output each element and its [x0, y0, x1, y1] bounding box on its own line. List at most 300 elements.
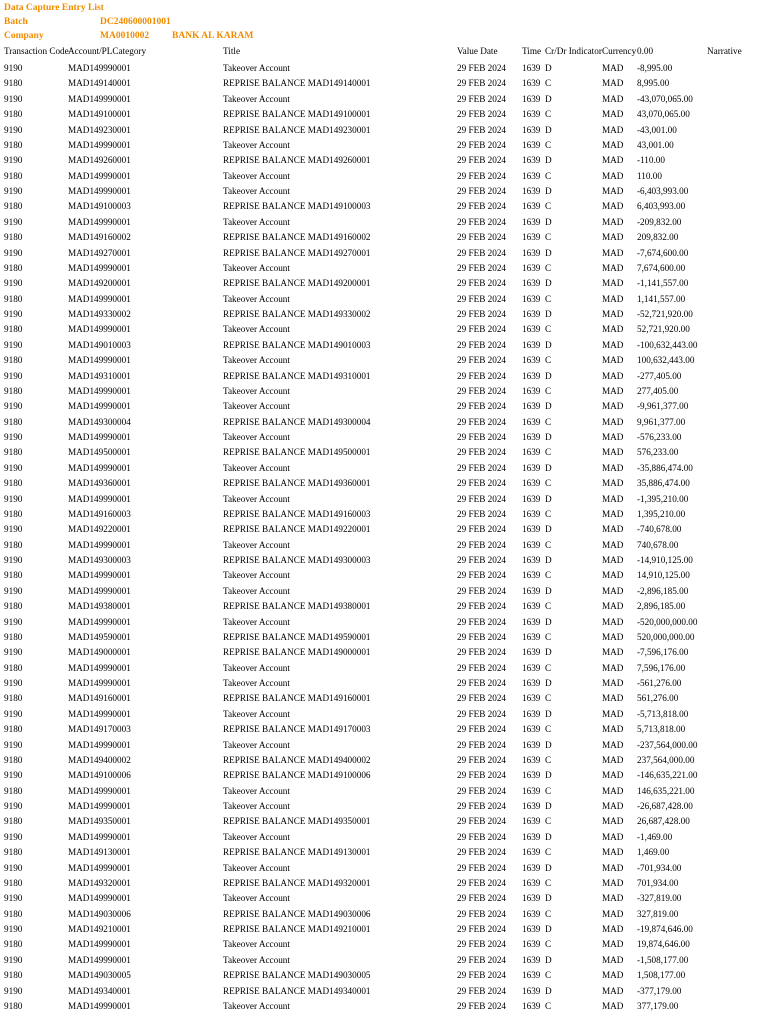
- cell-title: Takeover Account: [223, 662, 290, 673]
- table-row: [0, 615, 768, 630]
- cell-time: 1639: [522, 447, 541, 458]
- cell-value-date: 29 FEB 2024: [457, 1000, 507, 1011]
- cell-title: Takeover Account: [223, 539, 290, 550]
- table-row: [0, 845, 768, 860]
- cell-transaction-code: 9190: [4, 801, 23, 811]
- cell-title: REPRISE BALANCE MAD149140001: [223, 78, 371, 89]
- cell-transaction-code: 9190: [4, 462, 23, 473]
- cell-cr-dr-indicator: D: [545, 124, 552, 135]
- table-row: [0, 399, 768, 414]
- cell-transaction-code: 9180: [4, 754, 23, 765]
- table-row: [0, 246, 768, 261]
- cell-amount: -26,687,428.00: [637, 801, 693, 811]
- cell-account: MAD149100003: [68, 201, 131, 212]
- cell-value-date: 29 FEB 2024: [457, 247, 507, 258]
- cell-amount: -576,233.00: [637, 432, 682, 442]
- cell-currency: MAD: [602, 416, 624, 427]
- table-row: [0, 937, 768, 952]
- cell-currency: MAD: [602, 847, 624, 858]
- cell-time: 1639: [522, 539, 541, 550]
- cell-amount: 1,395,210.00: [637, 508, 686, 519]
- cell-cr-dr-indicator: D: [545, 708, 552, 719]
- cell-value-date: 29 FEB 2024: [457, 647, 507, 658]
- cell-amount: 2,896,185.00: [637, 601, 686, 612]
- cell-account: MAD149990001: [68, 139, 131, 150]
- col-value-date: Value Date: [457, 46, 498, 56]
- cell-value-date: 29 FEB 2024: [457, 816, 507, 827]
- cell-currency: MAD: [602, 355, 624, 366]
- cell-account: MAD149270001: [68, 247, 131, 258]
- cell-account: MAD149990001: [68, 401, 131, 412]
- cell-currency: MAD: [602, 170, 624, 181]
- table-row: [0, 814, 768, 829]
- cell-currency: MAD: [602, 462, 624, 473]
- cell-value-date: 29 FEB 2024: [457, 877, 507, 888]
- cell-transaction-code: 9190: [4, 124, 23, 135]
- cell-value-date: 29 FEB 2024: [457, 478, 507, 489]
- cell-currency: MAD: [602, 278, 624, 289]
- table-row: [0, 430, 768, 445]
- table-row: [0, 876, 768, 891]
- cell-cr-dr-indicator: C: [545, 1000, 552, 1011]
- table-row: [0, 123, 768, 138]
- table-row: [0, 553, 768, 568]
- cell-transaction-code: 9190: [4, 186, 23, 196]
- cell-value-date: 29 FEB 2024: [457, 262, 507, 273]
- cell-transaction-code: 9180: [4, 816, 23, 827]
- cell-time: 1639: [522, 754, 541, 765]
- table-row: [0, 461, 768, 476]
- cell-title: Takeover Account: [223, 1000, 290, 1011]
- cell-currency: MAD: [602, 508, 624, 519]
- cell-account: MAD149990001: [68, 708, 131, 719]
- cell-time: 1639: [522, 232, 541, 243]
- cell-time: 1639: [522, 893, 541, 904]
- cell-account: MAD149030005: [68, 970, 131, 981]
- cell-cr-dr-indicator: C: [545, 324, 552, 335]
- cell-amount: 43,001.00: [637, 139, 674, 150]
- table-row: [0, 338, 768, 353]
- company-code: MA0010002: [100, 31, 150, 41]
- cell-amount: -209,832.00: [637, 216, 682, 227]
- table-row: [0, 538, 768, 553]
- cell-currency: MAD: [602, 447, 624, 458]
- cell-transaction-code: 9190: [4, 770, 23, 781]
- cell-amount: -377,179.00: [637, 985, 682, 996]
- cell-account: MAD149200001: [68, 278, 131, 289]
- cell-cr-dr-indicator: C: [545, 78, 552, 89]
- cell-title: REPRISE BALANCE MAD149100006: [223, 770, 371, 781]
- cell-currency: MAD: [602, 524, 624, 535]
- cell-transaction-code: 9190: [4, 893, 23, 904]
- cell-transaction-code: 9190: [4, 739, 23, 750]
- cell-currency: MAD: [602, 893, 624, 904]
- cell-value-date: 29 FEB 2024: [457, 739, 507, 750]
- cell-currency: MAD: [602, 262, 624, 273]
- cell-value-date: 29 FEB 2024: [457, 93, 507, 104]
- cell-currency: MAD: [602, 247, 624, 258]
- cell-title: REPRISE BALANCE MAD149000001: [223, 647, 371, 658]
- cell-time: 1639: [522, 139, 541, 150]
- table-row: [0, 184, 768, 199]
- cell-cr-dr-indicator: D: [545, 862, 552, 873]
- table-row: [0, 691, 768, 706]
- col-account: Account/PLCategory: [68, 46, 147, 56]
- cell-currency: MAD: [602, 478, 624, 489]
- table-row: [0, 292, 768, 307]
- table-row: [0, 784, 768, 799]
- cell-value-date: 29 FEB 2024: [457, 447, 507, 458]
- col-currency: Currency: [602, 46, 637, 56]
- report-title: Data Capture Entry List: [4, 3, 104, 13]
- col-cr-dr: Cr/Dr Indicator: [545, 46, 602, 56]
- cell-value-date: 29 FEB 2024: [457, 770, 507, 781]
- cell-transaction-code: 9180: [4, 385, 23, 396]
- cell-currency: MAD: [602, 724, 624, 735]
- cell-cr-dr-indicator: D: [545, 247, 552, 258]
- cell-time: 1639: [522, 432, 541, 442]
- cell-title: Takeover Account: [223, 862, 290, 873]
- cell-title: Takeover Account: [223, 831, 290, 842]
- cell-time: 1639: [522, 293, 541, 304]
- cell-currency: MAD: [602, 708, 624, 719]
- cell-cr-dr-indicator: C: [545, 262, 552, 273]
- cell-currency: MAD: [602, 1000, 624, 1011]
- cell-title: REPRISE BALANCE MAD149200001: [223, 278, 371, 289]
- cell-title: Takeover Account: [223, 801, 290, 811]
- cell-transaction-code: 9190: [4, 954, 23, 965]
- cell-transaction-code: 9180: [4, 139, 23, 150]
- table-row: [0, 907, 768, 922]
- cell-currency: MAD: [602, 186, 624, 196]
- cell-currency: MAD: [602, 309, 624, 319]
- cell-amount: 8,995.00: [637, 78, 670, 89]
- cell-account: MAD149170003: [68, 724, 131, 735]
- cell-amount: -237,564,000.00: [637, 739, 698, 750]
- cell-value-date: 29 FEB 2024: [457, 801, 507, 811]
- cell-time: 1639: [522, 355, 541, 366]
- cell-amount: 237,564,000.00: [637, 754, 695, 765]
- cell-account: MAD149000001: [68, 647, 131, 658]
- cell-value-date: 29 FEB 2024: [457, 462, 507, 473]
- cell-cr-dr-indicator: D: [545, 801, 552, 811]
- cell-value-date: 29 FEB 2024: [457, 708, 507, 719]
- cell-account: MAD149130001: [68, 847, 131, 858]
- cell-account: MAD149160003: [68, 508, 131, 519]
- cell-time: 1639: [522, 493, 541, 504]
- cell-currency: MAD: [602, 616, 624, 627]
- cell-transaction-code: 9180: [4, 78, 23, 89]
- table-row: [0, 661, 768, 676]
- table-row: [0, 722, 768, 737]
- cell-title: Takeover Account: [223, 401, 290, 412]
- cell-transaction-code: 9190: [4, 708, 23, 719]
- cell-currency: MAD: [602, 908, 624, 919]
- cell-account: MAD149990001: [68, 170, 131, 181]
- cell-account: MAD149990001: [68, 1000, 131, 1011]
- cell-value-date: 29 FEB 2024: [457, 662, 507, 673]
- table-row: [0, 92, 768, 107]
- cell-value-date: 29 FEB 2024: [457, 232, 507, 243]
- cell-value-date: 29 FEB 2024: [457, 601, 507, 612]
- cell-amount: -520,000,000.00: [637, 616, 698, 627]
- cell-value-date: 29 FEB 2024: [457, 309, 507, 319]
- cell-time: 1639: [522, 186, 541, 196]
- table-row: [0, 61, 768, 76]
- cell-value-date: 29 FEB 2024: [457, 939, 507, 950]
- cell-transaction-code: 9190: [4, 93, 23, 104]
- cell-title: Takeover Account: [223, 678, 290, 688]
- cell-account: MAD149010003: [68, 339, 131, 350]
- cell-cr-dr-indicator: C: [545, 385, 552, 396]
- cell-amount: -6,403,993.00: [637, 186, 689, 196]
- cell-title: REPRISE BALANCE MAD149300003: [223, 555, 371, 565]
- cell-time: 1639: [522, 478, 541, 489]
- cell-transaction-code: 9190: [4, 555, 23, 565]
- cell-title: REPRISE BALANCE MAD149100001: [223, 109, 371, 120]
- cell-value-date: 29 FEB 2024: [457, 355, 507, 366]
- cell-value-date: 29 FEB 2024: [457, 63, 507, 73]
- cell-cr-dr-indicator: C: [545, 293, 552, 304]
- cell-time: 1639: [522, 278, 541, 289]
- cell-transaction-code: 9180: [4, 570, 23, 581]
- table-row: [0, 968, 768, 983]
- cell-title: REPRISE BALANCE MAD149170003: [223, 724, 371, 735]
- col-transaction-code: Transaction Code: [4, 46, 69, 56]
- cell-account: MAD149160001: [68, 693, 131, 704]
- cell-time: 1639: [522, 339, 541, 350]
- cell-account: MAD149990001: [68, 216, 131, 227]
- cell-cr-dr-indicator: D: [545, 63, 552, 73]
- cell-transaction-code: 9190: [4, 432, 23, 442]
- cell-currency: MAD: [602, 970, 624, 981]
- table-row: [0, 169, 768, 184]
- cell-currency: MAD: [602, 232, 624, 243]
- cell-amount: 19,874,646.00: [637, 939, 690, 950]
- cell-account: MAD149990001: [68, 785, 131, 796]
- table-row: [0, 76, 768, 91]
- cell-account: MAD149990001: [68, 801, 131, 811]
- cell-value-date: 29 FEB 2024: [457, 585, 507, 596]
- table-row: [0, 599, 768, 614]
- cell-transaction-code: 9190: [4, 370, 23, 381]
- cell-title: REPRISE BALANCE MAD149300004: [223, 416, 371, 427]
- cell-currency: MAD: [602, 539, 624, 550]
- cell-cr-dr-indicator: C: [545, 201, 552, 212]
- cell-transaction-code: 9180: [4, 970, 23, 981]
- cell-time: 1639: [522, 401, 541, 412]
- cell-transaction-code: 9190: [4, 524, 23, 535]
- cell-title: REPRISE BALANCE MAD149210001: [223, 924, 371, 934]
- table-row: [0, 984, 768, 999]
- cell-value-date: 29 FEB 2024: [457, 432, 507, 442]
- cell-transaction-code: 9190: [4, 339, 23, 350]
- cell-transaction-code: 9190: [4, 985, 23, 996]
- cell-currency: MAD: [602, 109, 624, 120]
- cell-account: MAD149990001: [68, 662, 131, 673]
- cell-transaction-code: 9180: [4, 631, 23, 642]
- cell-transaction-code: 9190: [4, 155, 23, 166]
- table-row: [0, 738, 768, 753]
- table-row: [0, 261, 768, 276]
- cell-value-date: 29 FEB 2024: [457, 570, 507, 581]
- cell-currency: MAD: [602, 201, 624, 212]
- cell-title: Takeover Account: [223, 385, 290, 396]
- cell-transaction-code: 9190: [4, 616, 23, 627]
- cell-time: 1639: [522, 216, 541, 227]
- cell-transaction-code: 9180: [4, 293, 23, 304]
- cell-cr-dr-indicator: C: [545, 170, 552, 181]
- cell-value-date: 29 FEB 2024: [457, 124, 507, 135]
- cell-time: 1639: [522, 370, 541, 381]
- cell-currency: MAD: [602, 370, 624, 381]
- cell-account: MAD149990001: [68, 585, 131, 596]
- cell-amount: 561,276.00: [637, 693, 679, 704]
- cell-currency: MAD: [602, 693, 624, 704]
- cell-transaction-code: 9180: [4, 847, 23, 858]
- cell-cr-dr-indicator: C: [545, 662, 552, 673]
- cell-title: REPRISE BALANCE MAD149320001: [223, 877, 371, 888]
- cell-value-date: 29 FEB 2024: [457, 631, 507, 642]
- cell-account: MAD149300004: [68, 416, 131, 427]
- cell-account: MAD149990001: [68, 293, 131, 304]
- cell-amount: -7,596,176.00: [637, 647, 689, 658]
- cell-transaction-code: 9190: [4, 216, 23, 227]
- cell-account: MAD149990001: [68, 385, 131, 396]
- cell-currency: MAD: [602, 678, 624, 688]
- table-row: [0, 230, 768, 245]
- cell-cr-dr-indicator: C: [545, 816, 552, 827]
- cell-time: 1639: [522, 708, 541, 719]
- cell-currency: MAD: [602, 924, 624, 934]
- cell-currency: MAD: [602, 754, 624, 765]
- company-label: Company: [4, 31, 44, 41]
- cell-currency: MAD: [602, 493, 624, 504]
- cell-currency: MAD: [602, 739, 624, 750]
- cell-cr-dr-indicator: C: [545, 724, 552, 735]
- cell-value-date: 29 FEB 2024: [457, 954, 507, 965]
- cell-account: MAD149400002: [68, 754, 131, 765]
- cell-time: 1639: [522, 616, 541, 627]
- cell-cr-dr-indicator: C: [545, 139, 552, 150]
- cell-amount: 14,910,125.00: [637, 570, 690, 581]
- cell-amount: 520,000,000.00: [637, 631, 695, 642]
- cell-cr-dr-indicator: D: [545, 770, 552, 781]
- cell-account: MAD149330002: [68, 309, 131, 319]
- cell-value-date: 29 FEB 2024: [457, 370, 507, 381]
- cell-cr-dr-indicator: D: [545, 186, 552, 196]
- cell-title: Takeover Account: [223, 785, 290, 796]
- cell-account: MAD149990001: [68, 831, 131, 842]
- cell-amount: -9,961,377.00: [637, 401, 689, 412]
- cell-amount: 377,179.00: [637, 1000, 679, 1011]
- cell-transaction-code: 9190: [4, 309, 23, 319]
- cell-amount: -7,674,600.00: [637, 247, 689, 258]
- cell-transaction-code: 9180: [4, 877, 23, 888]
- cell-title: REPRISE BALANCE MAD149160002: [223, 232, 371, 243]
- cell-currency: MAD: [602, 124, 624, 135]
- cell-cr-dr-indicator: D: [545, 893, 552, 904]
- cell-transaction-code: 9180: [4, 109, 23, 120]
- table-row: [0, 476, 768, 491]
- cell-account: MAD149260001: [68, 155, 131, 166]
- cell-amount: -1,395,210.00: [637, 493, 689, 504]
- cell-cr-dr-indicator: C: [545, 355, 552, 366]
- cell-currency: MAD: [602, 555, 624, 565]
- cell-value-date: 29 FEB 2024: [457, 862, 507, 873]
- cell-transaction-code: 9190: [4, 278, 23, 289]
- cell-amount: -1,469.00: [637, 831, 673, 842]
- cell-currency: MAD: [602, 939, 624, 950]
- table-row: [0, 307, 768, 322]
- cell-transaction-code: 9180: [4, 447, 23, 458]
- cell-cr-dr-indicator: C: [545, 601, 552, 612]
- table-row: [0, 215, 768, 230]
- cell-amount: 740,678.00: [637, 539, 679, 550]
- cell-title: REPRISE BALANCE MAD149340001: [223, 985, 371, 996]
- cell-transaction-code: 9180: [4, 170, 23, 181]
- cell-cr-dr-indicator: C: [545, 508, 552, 519]
- cell-amount: -35,886,474.00: [637, 462, 693, 473]
- cell-amount: -43,001.00: [637, 124, 677, 135]
- cell-transaction-code: 9180: [4, 355, 23, 366]
- cell-transaction-code: 9180: [4, 724, 23, 735]
- table-row: [0, 153, 768, 168]
- cell-title: Takeover Account: [223, 63, 290, 73]
- cell-transaction-code: 9190: [4, 247, 23, 258]
- table-row: [0, 799, 768, 814]
- cell-title: REPRISE BALANCE MAD149100003: [223, 201, 371, 212]
- cell-amount: 701,934.00: [637, 877, 679, 888]
- cell-title: Takeover Account: [223, 139, 290, 150]
- cell-title: Takeover Account: [223, 739, 290, 750]
- cell-currency: MAD: [602, 631, 624, 642]
- cell-amount: 43,070,065.00: [637, 109, 690, 120]
- cell-value-date: 29 FEB 2024: [457, 970, 507, 981]
- cell-title: Takeover Account: [223, 570, 290, 581]
- cell-cr-dr-indicator: C: [545, 908, 552, 919]
- cell-amount: -100,632,443.00: [637, 339, 698, 350]
- cell-account: MAD149990001: [68, 539, 131, 550]
- cell-cr-dr-indicator: D: [545, 954, 552, 965]
- cell-account: MAD149100006: [68, 770, 131, 781]
- cell-account: MAD149990001: [68, 355, 131, 366]
- cell-time: 1639: [522, 508, 541, 519]
- cell-transaction-code: 9180: [4, 662, 23, 673]
- batch-value: DC240600001001: [100, 17, 171, 27]
- cell-time: 1639: [522, 309, 541, 319]
- cell-time: 1639: [522, 570, 541, 581]
- cell-amount: 9,961,377.00: [637, 416, 686, 427]
- cell-title: Takeover Account: [223, 355, 290, 366]
- cell-time: 1639: [522, 262, 541, 273]
- cell-transaction-code: 9180: [4, 324, 23, 335]
- cell-account: MAD149030006: [68, 908, 131, 919]
- cell-title: Takeover Account: [223, 585, 290, 596]
- cell-value-date: 29 FEB 2024: [457, 524, 507, 535]
- cell-transaction-code: 9190: [4, 924, 23, 934]
- cell-currency: MAD: [602, 877, 624, 888]
- cell-cr-dr-indicator: D: [545, 216, 552, 227]
- cell-amount: -43,070,065.00: [637, 93, 693, 104]
- cell-time: 1639: [522, 970, 541, 981]
- cell-time: 1639: [522, 739, 541, 750]
- cell-value-date: 29 FEB 2024: [457, 847, 507, 858]
- cell-transaction-code: 9190: [4, 63, 23, 73]
- cell-amount: -327,819.00: [637, 893, 682, 904]
- cell-amount: 1,469.00: [637, 847, 670, 858]
- cell-cr-dr-indicator: C: [545, 416, 552, 427]
